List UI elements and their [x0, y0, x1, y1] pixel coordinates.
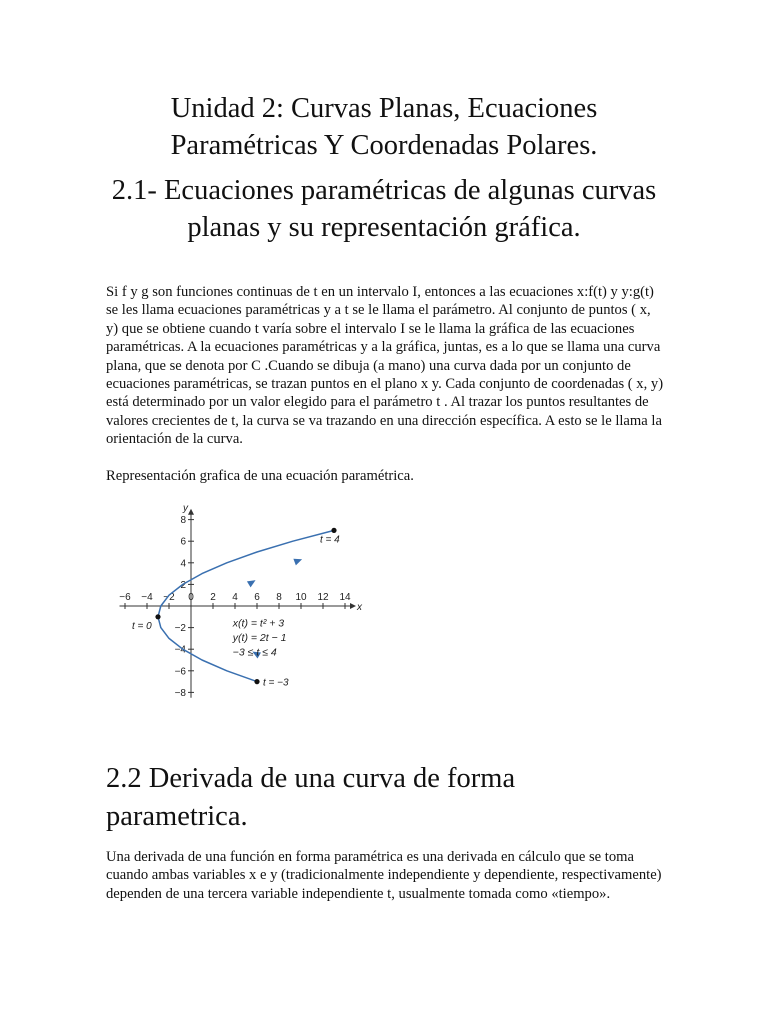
- title-line-2: Paramétricas Y Coordenadas Polares.: [170, 130, 598, 161]
- point-marker: [331, 528, 336, 533]
- section-heading-2-1: [60, 172, 708, 246]
- derivative-paragraph: Una derivada de una función en forma paramétrica es una derivada en cálculo que se toma cuando ambas variables x e y (tradicionalmente independiente y dependiente, respectivamente) dependen de una tercera variable independiente t, usualmente tomada como «tiempo».: [106, 849, 662, 902]
- point-label: t = 0: [132, 620, 152, 632]
- y-axis-arrowhead: [188, 509, 194, 515]
- y-axis-label: y: [183, 502, 188, 514]
- point-marker: [254, 679, 259, 684]
- parametric-curve-figure: [110, 492, 370, 707]
- intro-paragraph: Si f y g son funciones continuas de t en un intervalo I, entonces a las ecuaciones x:f(t) y y:g(t) se les llama ecuaciones paramétricas y a t se le llama el parámetro. Al conjunto de puntos ( x, y) que se obtiene cuando t varía sobre el intervalo I se le llama la gráfica de las ecuaciones paramétricas. A la ecuaciones paramétricas y a la gráfica, juntas, es a lo que se llama una curva plana, que se denota por C .Cuando se dibuja (a mano) una curva dada por un conjunto de ecuaciones paramétricas, se trazan puntos en el plano x y. Cada conjunto de coordenadas ( x, y) está determinado por un valor elegido para el parámetro t . Al trazar los puntos resultantes de valores crecientes de t, la curva se va trazando en una dirección específica. A esto se le llama la orientación de la curva.: [106, 284, 664, 448]
- title-line-1: Unidad 2: Curvas Planas, Ecuaciones: [170, 93, 598, 124]
- orientation-arrow: [293, 559, 302, 566]
- parametric-curve-chart: [110, 492, 370, 707]
- x-tick-label: −6: [119, 592, 131, 603]
- x-tick-label: 4: [232, 592, 238, 603]
- y-tick-label: 2: [180, 579, 186, 591]
- y-tick-label: −6: [174, 666, 186, 678]
- x-tick-label: 14: [339, 592, 351, 603]
- y-tick-label: 6: [180, 536, 186, 548]
- point-marker: [155, 614, 160, 619]
- y-tick-label: 4: [180, 558, 186, 570]
- x-tick-label: −2: [163, 592, 175, 603]
- equation-text: x(t) = t² + 3: [232, 617, 285, 630]
- section-heading-2-2: [106, 760, 666, 836]
- heading2-line-1: 2.2 Derivada de una curva de forma: [106, 763, 516, 794]
- x-tick-label: −4: [141, 592, 153, 603]
- heading2-line-2: parametrica.: [106, 801, 248, 832]
- y-tick-label: −2: [174, 623, 186, 635]
- x-tick-label: 2: [210, 592, 216, 603]
- document-title: [60, 90, 708, 164]
- point-label: t = −3: [263, 677, 289, 689]
- x-axis-label: x: [357, 602, 362, 613]
- x-tick-label: 6: [254, 592, 260, 603]
- x-tick-label: 8: [276, 592, 282, 603]
- equation-text: y(t) = 2t − 1: [232, 632, 287, 645]
- figure-caption: Representación grafica de una ecuación paramétrica.: [106, 468, 414, 484]
- equation-text: −3 ≤ t ≤ 4: [232, 646, 277, 659]
- x-tick-label: 0: [188, 592, 194, 603]
- y-tick-label: 8: [180, 515, 186, 527]
- y-tick-label: −8: [174, 687, 186, 699]
- orientation-arrow: [247, 580, 256, 587]
- point-label: t = 4: [320, 534, 340, 546]
- y-tick-label: −4: [174, 644, 186, 656]
- x-tick-label: 12: [317, 592, 329, 603]
- x-axis-arrowhead: [350, 603, 356, 609]
- x-tick-label: 10: [295, 592, 307, 603]
- subtitle-line-1: 2.1- Ecuaciones paramétricas de algunas curvas: [111, 175, 657, 206]
- subtitle-line-2: planas y su representación gráfica.: [187, 212, 581, 243]
